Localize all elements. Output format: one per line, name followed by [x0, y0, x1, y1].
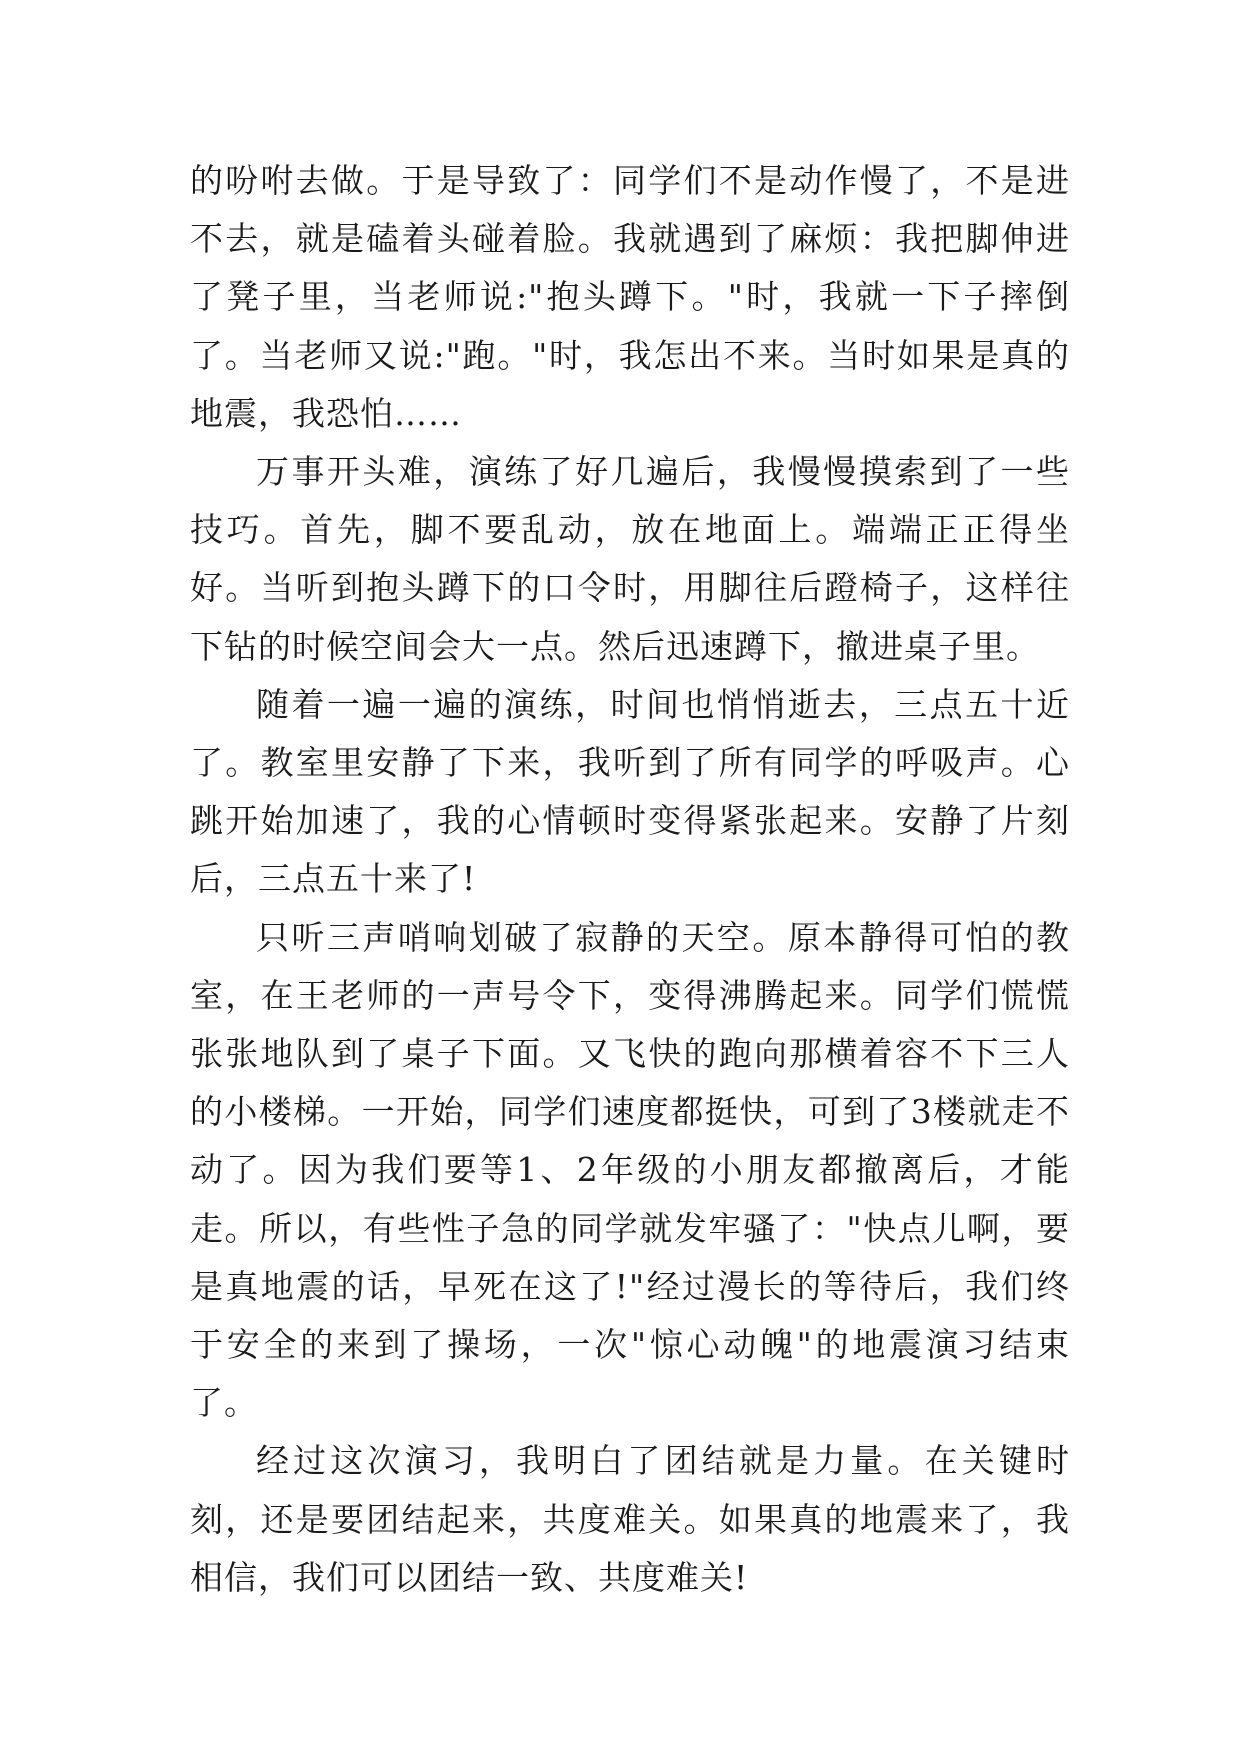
paragraph-conclusion: 经过这次演习，我明白了团结就是力量。在关键时刻，还是要团结起来，共度难关。如果真的地震来了，我相信，我们可以团结一致、共度难关!: [190, 1441, 1070, 1597]
paragraph-waiting: 随着一遍一遍的演练，时间也悄悄逝去，三点五十近了。教室里安静了下来，我听到了所有同学的呼吸声。心跳开始加速了，我的心情顿时变得紧张起来。安静了片刻后，三点五十来了!: [190, 684, 1070, 899]
paragraph-drill: 只听三声哨响划破了寂静的天空。原本静得可怕的教室，在王老师的一声号令下，变得沸腾起来。同学们慌慌张张地队到了桌子下面。又飞快的跑向那横着容不下三人的小楼梯。一开始，同学们速度都挺快，可到了3楼就走不动了。因为我们要等1、2年级的小朋友都撤离后，才能走。所以，有些性子急的同学就发牢骚了："快点儿啊，要是真地震的话，早死在这了!"经过漫长的等待后，我们终于安全的来到了操场，一次"惊心动魄"的地震演习结束了。: [190, 917, 1070, 1423]
paragraph-techniques: 万事开头难，演练了好几遍后，我慢慢摸索到了一些技巧。首先，脚不要乱动，放在地面上。端端正正得坐好。当听到抱头蹲下的口令时，用脚往后蹬椅子，这样往下钻的时候空间会大一点。然后迅速蹲下，撤进桌子里。: [190, 452, 1070, 666]
document-body: [190, 152, 1070, 1607]
paragraph-continued: 的吩咐去做。于是导致了：同学们不是动作慢了，不是进不去，就是磕着头碰着脸。我就遇到了麻烦：我把脚伸进了凳子里，当老师说:"抱头蹲下。"时，我就一下子摔倒了。当老师又说:"跑。"时，我怎出不来。当时如果是真的地震，我恐怕……: [190, 161, 1070, 433]
